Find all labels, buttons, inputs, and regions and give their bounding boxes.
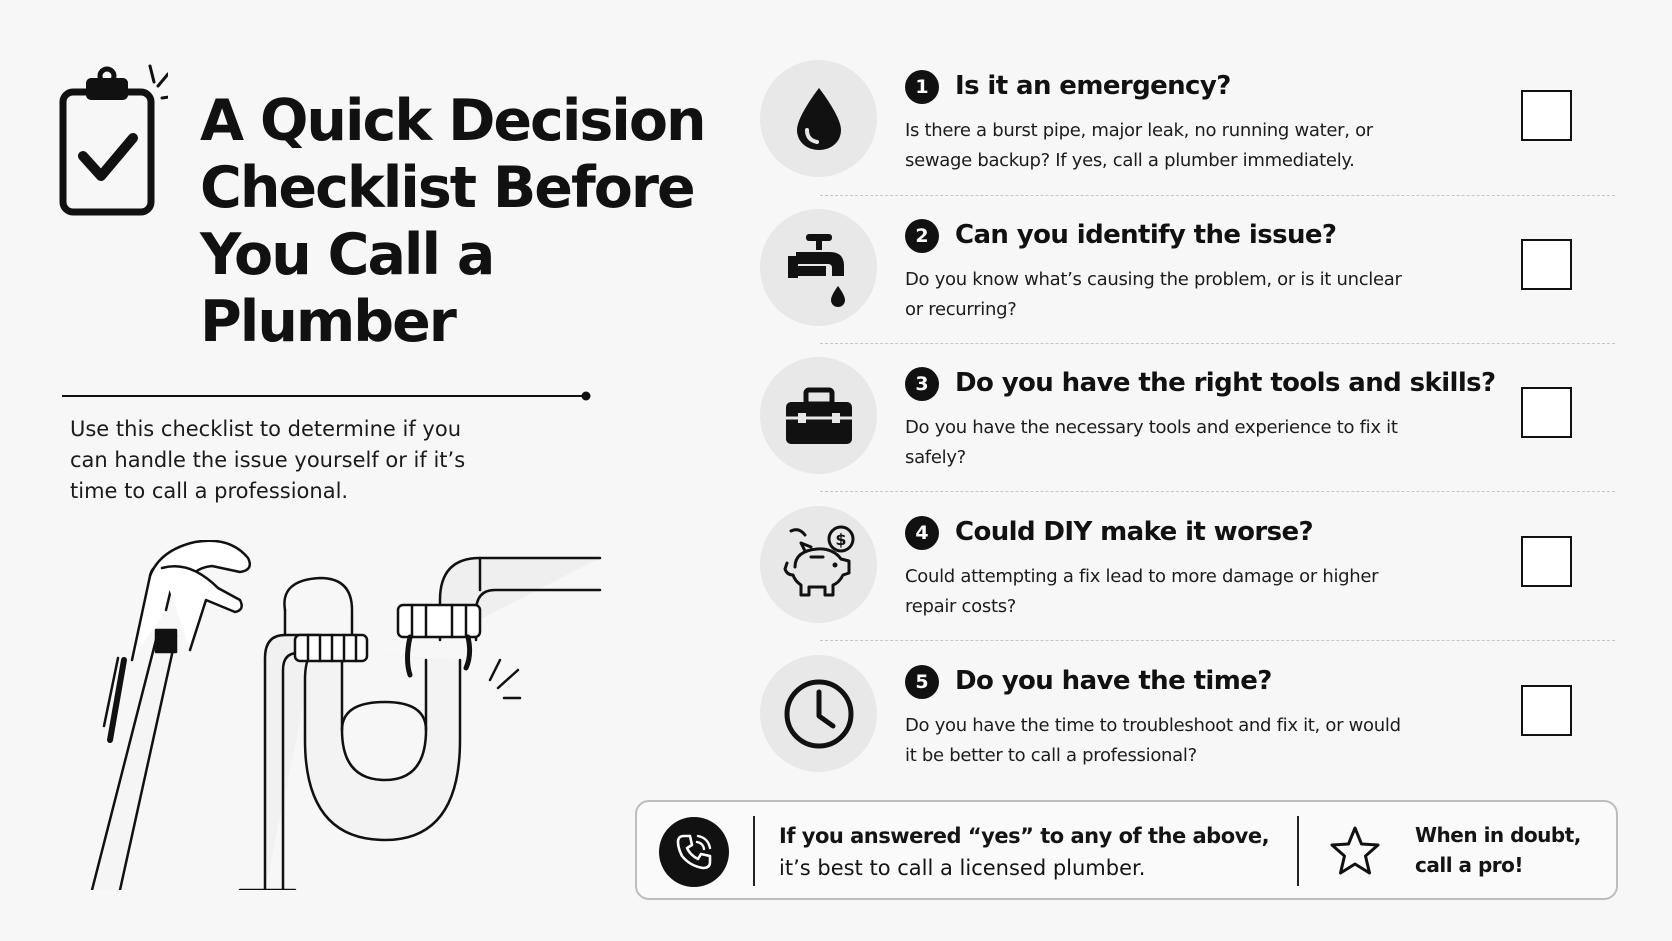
faucet-icon: [784, 228, 854, 308]
item-divider: [820, 195, 1615, 196]
item-description: Could attempting a fix lead to more damage or higher repair costs?: [905, 566, 1379, 617]
item-checkbox[interactable]: [1521, 387, 1572, 438]
phone-icon: [659, 817, 729, 887]
clipboard-check-icon: [58, 64, 168, 224]
page-title: A Quick Decision Checklist Before You Call a Plumber: [200, 88, 705, 355]
item-question: Do you have the right tools and skills?: [955, 368, 1496, 398]
clock-icon: [783, 678, 855, 750]
item-checkbox[interactable]: [1521, 685, 1572, 736]
item-number: 4: [905, 516, 939, 550]
banner-message-bold: If you answered “yes” to any of the above,: [779, 824, 1270, 848]
item-checkbox[interactable]: [1521, 239, 1572, 290]
banner-message-normal: it’s best to call a licensed plumber.: [779, 856, 1146, 880]
wrench-and-pipe-illustration: [80, 540, 620, 890]
checklist-item: [760, 355, 1630, 503]
item-number: 5: [905, 665, 939, 699]
item-question: Could DIY make it worse?: [955, 517, 1313, 547]
item-checkbox[interactable]: [1521, 90, 1572, 141]
item-description: Is there a burst pipe, major leak, no running water, or sewage backup? If yes, call a plumber immediately.: [905, 120, 1373, 171]
svg-text:$: $: [834, 529, 847, 549]
item-divider: [820, 640, 1615, 641]
item-number: 3: [905, 367, 939, 401]
item-number: 1: [905, 70, 939, 104]
item-divider: [820, 343, 1615, 344]
checklist-item: [760, 58, 1630, 206]
item-question: Is it an emergency?: [955, 71, 1231, 101]
banner-tagline: When in doubt, call a pro!: [1415, 823, 1581, 877]
item-description: Do you have the necessary tools and experience to fix it safely?: [905, 417, 1398, 468]
item-question: Do you have the time?: [955, 666, 1272, 696]
intro-text: Use this checklist to determine if you can handle the issue yourself or if it’s time to call a professional.: [70, 417, 466, 503]
item-description: Do you know what’s causing the problem, or is it unclear or recurring?: [905, 269, 1402, 320]
checklist-item: [760, 207, 1630, 355]
piggy-bank-icon: [777, 523, 861, 607]
item-number: 2: [905, 219, 939, 253]
checklist-item: [760, 653, 1630, 801]
item-checkbox[interactable]: [1521, 536, 1572, 587]
item-question: Can you identify the issue?: [955, 220, 1337, 250]
star-icon: [1327, 824, 1383, 880]
title-divider: [62, 390, 592, 402]
item-divider: [820, 491, 1615, 492]
banner-message: [779, 820, 1279, 884]
banner-divider: [753, 816, 755, 886]
toolbox-icon: [784, 386, 854, 446]
water-drop-icon: [789, 86, 849, 152]
banner-divider: [1297, 816, 1299, 886]
item-description: Do you have the time to troubleshoot and fix it, or would it be better to call a professional?: [905, 715, 1401, 766]
checklist-item: [760, 504, 1630, 652]
call-plumber-banner: [635, 800, 1618, 900]
